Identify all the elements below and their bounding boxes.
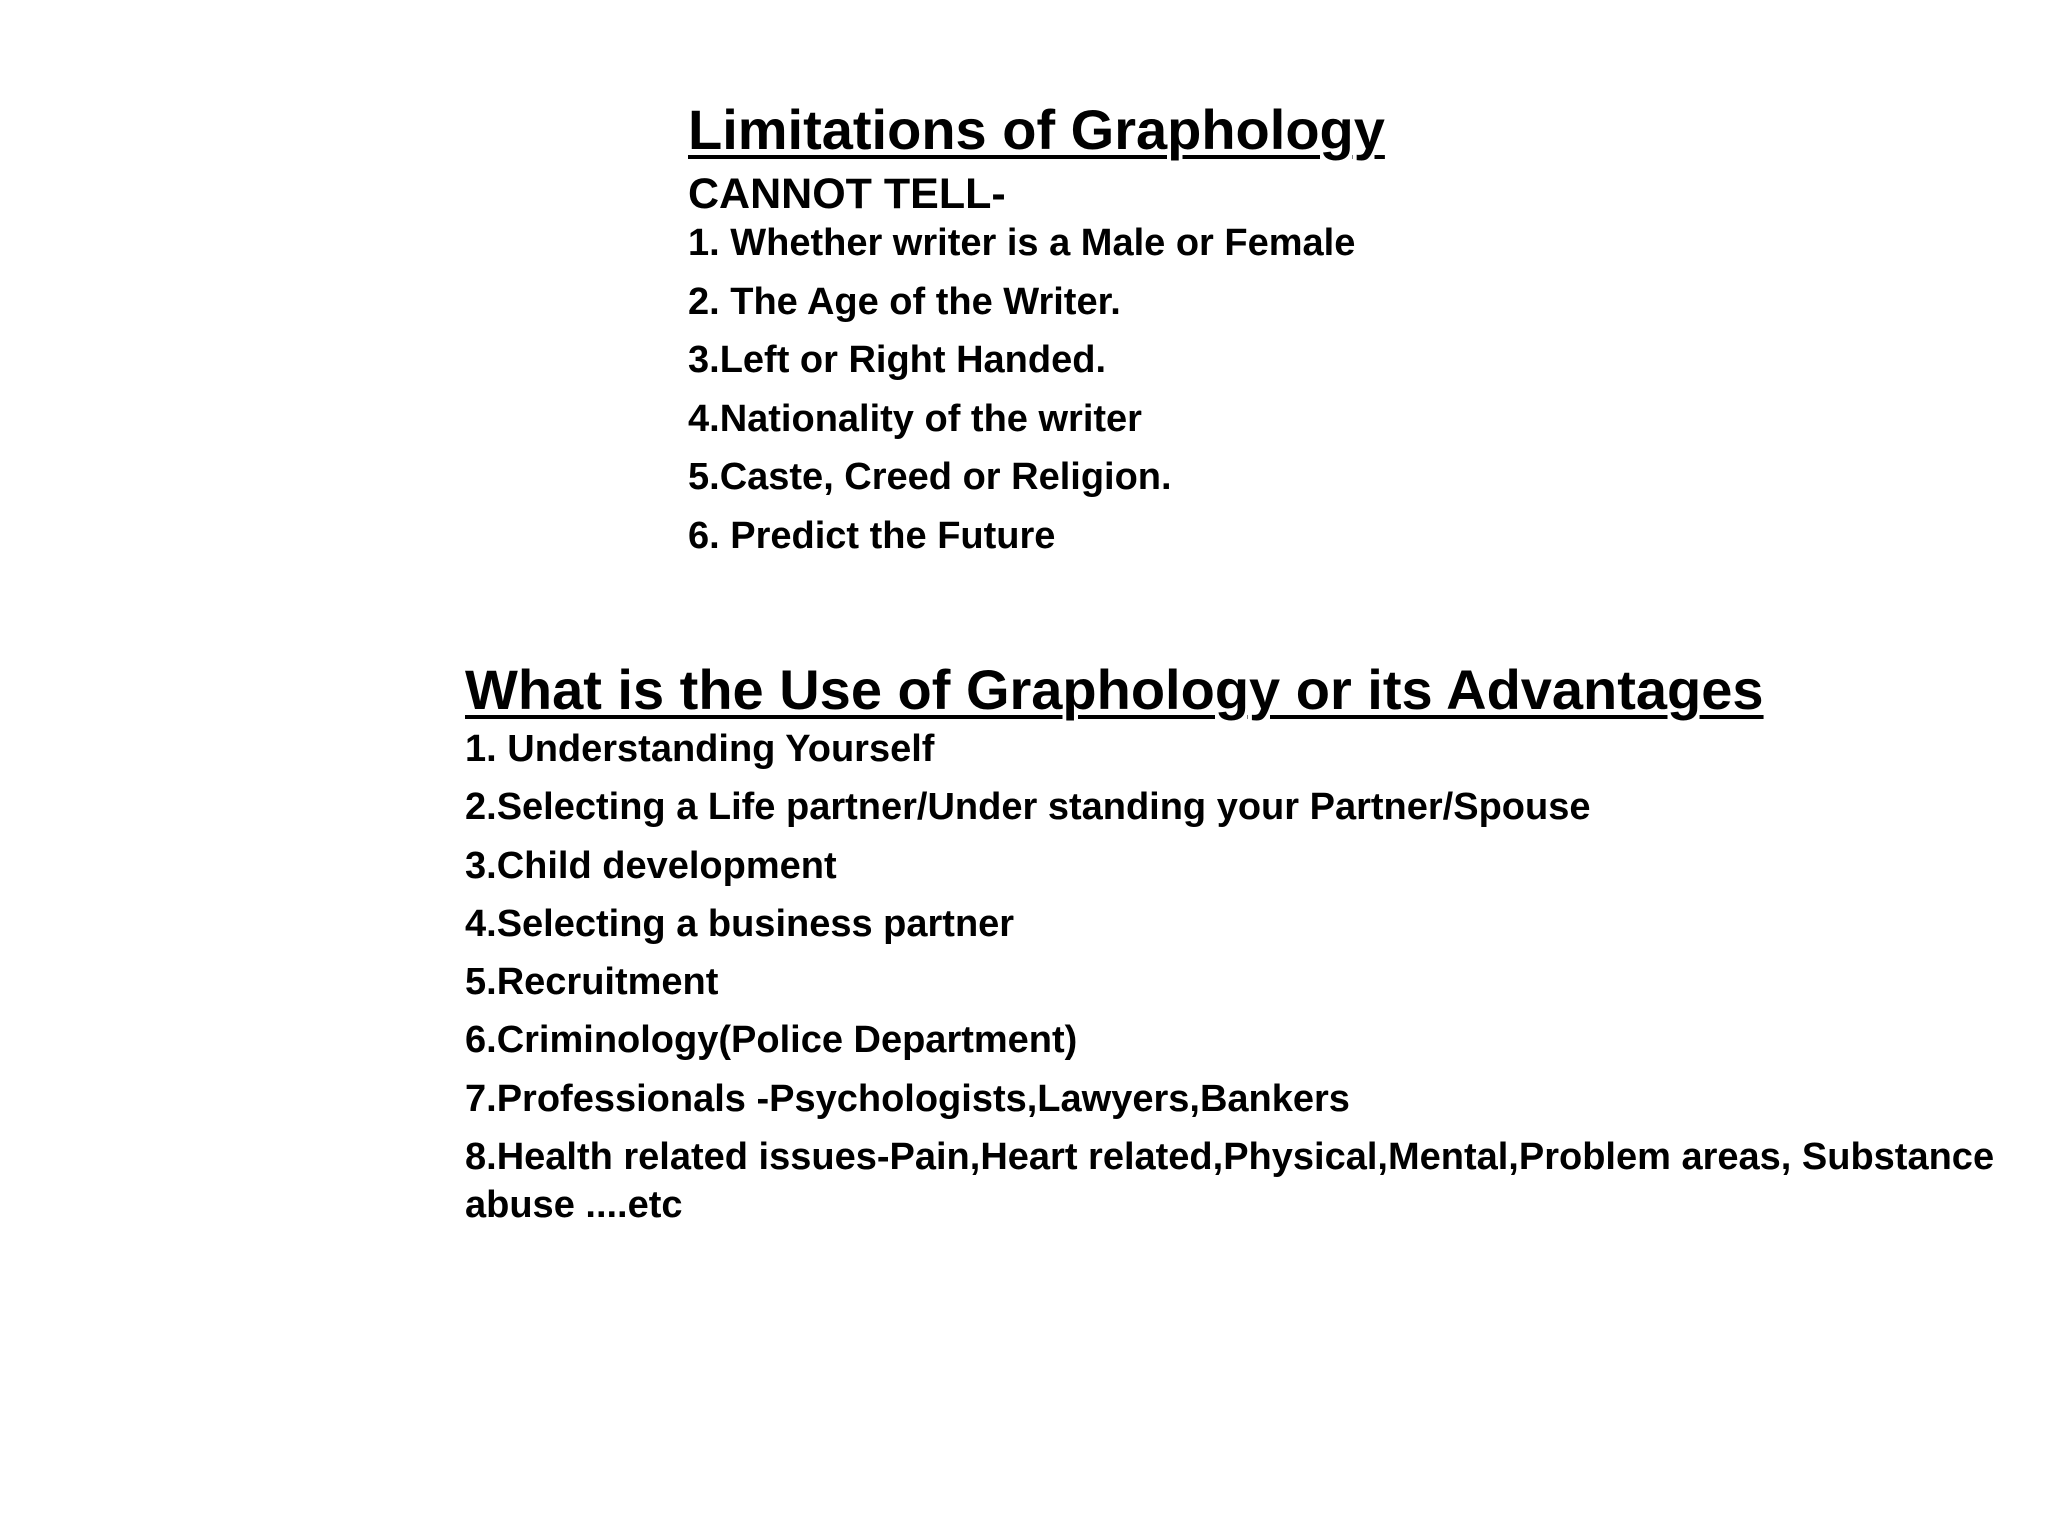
limitation-item: 3.Left or Right Handed. (688, 339, 1106, 381)
advantage-item: 4.Selecting a business partner (465, 902, 1015, 945)
limitation-item: 5.Caste, Creed or Religion. (688, 456, 1172, 498)
advantage-item: 7.Professionals -Psychologists,Lawyers,Bankers (465, 1077, 1350, 1120)
advantage-item: 3.Child development (465, 844, 837, 887)
limitations-list (688, 219, 1688, 570)
advantage-item: 6.Criminology(Police Department) (465, 1019, 1078, 1062)
limitation-item: 6. Predict the Future (688, 514, 1056, 557)
limitations-subtitle: CANNOT TELL- (688, 170, 1006, 218)
limitation-item: 2. The Age of the Writer. (688, 280, 1121, 323)
limitations-title: Limitations of Graphology (688, 98, 1385, 161)
advantage-item: 2.Selecting a Life partner/Under standing your Partner/Spouse (465, 786, 1591, 829)
advantages-title: What is the Use of Graphology or its Advantages (465, 658, 1764, 721)
limitation-item: 1. Whether writer is a Male or Female (688, 222, 1356, 264)
advantage-item: 8.Health related issues-Pain,Heart related,Physical,Mental,Problem areas, Substance abuse ....etc (465, 1136, 1995, 1227)
limitation-item: 4.Nationality of the writer (688, 397, 1142, 440)
advantage-item: 5.Recruitment (465, 961, 719, 1004)
advantages-list (465, 725, 2005, 1229)
limitations-section (688, 95, 1688, 570)
advantages-section (465, 655, 2005, 1229)
advantage-item: 1. Understanding Yourself (465, 728, 935, 770)
